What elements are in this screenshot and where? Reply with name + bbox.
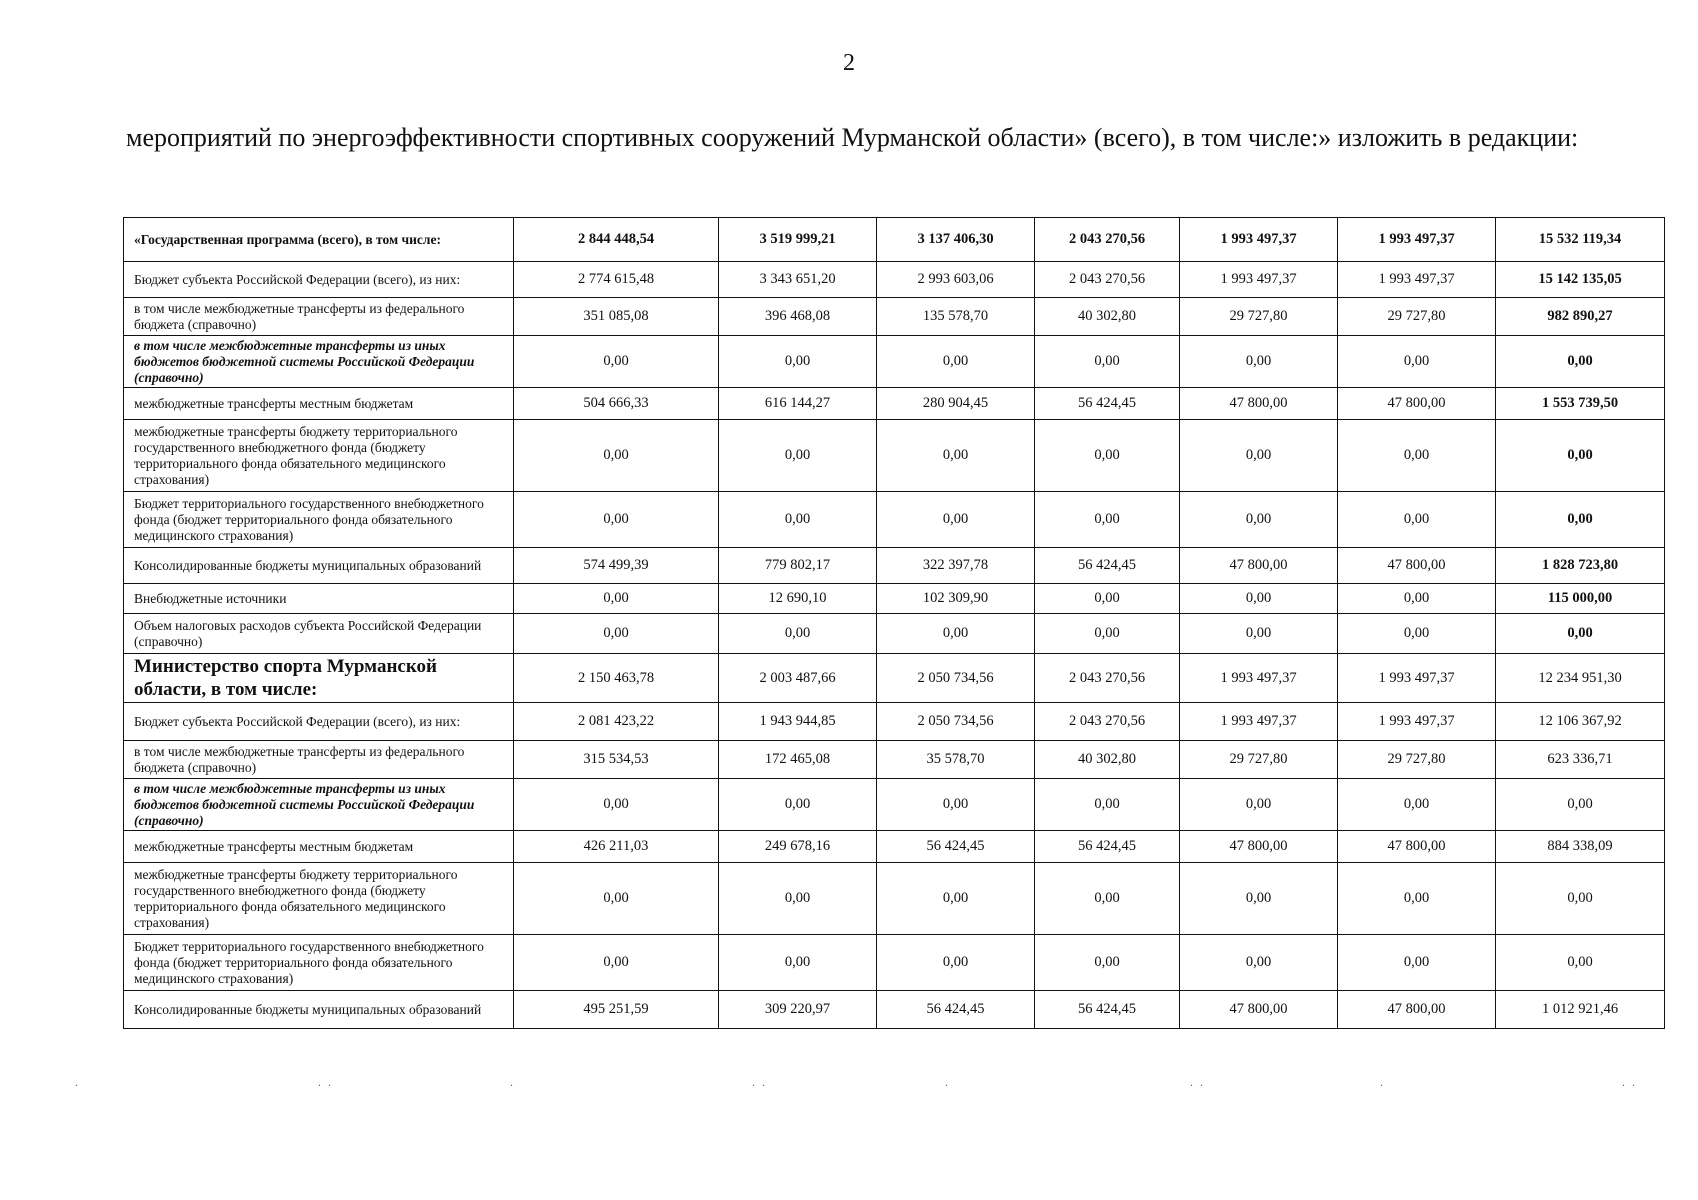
row-value-cell: 504 666,33 [514,388,719,420]
row-value-cell: 0,00 [1180,935,1338,991]
table-row [124,779,1665,831]
row-value-cell: 56 424,45 [877,991,1035,1029]
row-value-cell: 0,00 [719,779,877,831]
row-value-cell: 1 993 497,37 [1180,654,1338,703]
row-value-cell: 2 844 448,54 [514,218,719,262]
row-label: Консолидированные бюджеты муниципальных образований [124,548,514,584]
row-total-cell: 0,00 [1496,420,1665,492]
row-total-cell: 0,00 [1496,779,1665,831]
row-label: Объем налоговых расходов субъекта Российской Федерации (справочно) [124,614,514,654]
row-value-cell: 0,00 [1035,779,1180,831]
row-total-cell: 12 234 951,30 [1496,654,1665,703]
row-value-cell: 29 727,80 [1338,298,1496,336]
row-value-cell: 0,00 [514,492,719,548]
row-label: межбюджетные трансферты бюджету территориального государственного внебюджетного фонда (бюджету территориального фонда обязательного медицинского страхования) [124,863,514,935]
row-value-cell: 47 800,00 [1180,388,1338,420]
row-value-cell: 2 043 270,56 [1035,262,1180,298]
row-value-cell: 0,00 [719,420,877,492]
row-value-cell: 29 727,80 [1338,741,1496,779]
table-row [124,218,1665,262]
row-value-cell: 0,00 [1180,584,1338,614]
table-row [124,262,1665,298]
row-total-cell: 15 142 135,05 [1496,262,1665,298]
row-value-cell: 0,00 [514,779,719,831]
row-value-cell: 3 519 999,21 [719,218,877,262]
row-value-cell: 280 904,45 [877,388,1035,420]
row-total-cell: 982 890,27 [1496,298,1665,336]
row-value-cell: 0,00 [1035,336,1180,388]
row-value-cell: 56 424,45 [1035,388,1180,420]
table-row [124,991,1665,1029]
row-value-cell: 47 800,00 [1180,991,1338,1029]
row-value-cell: 1 993 497,37 [1338,218,1496,262]
row-label: Бюджет субъекта Российской Федерации (всего), из них: [124,262,514,298]
row-value-cell: 3 343 651,20 [719,262,877,298]
row-value-cell: 0,00 [719,492,877,548]
row-value-cell: 1 993 497,37 [1180,218,1338,262]
table-row [124,614,1665,654]
row-total-cell: 115 000,00 [1496,584,1665,614]
row-value-cell: 47 800,00 [1338,548,1496,584]
row-value-cell: 29 727,80 [1180,741,1338,779]
row-label: Консолидированные бюджеты муниципальных образований [124,991,514,1029]
row-total-cell: 0,00 [1496,863,1665,935]
row-value-cell: 40 302,80 [1035,298,1180,336]
row-value-cell: 351 085,08 [514,298,719,336]
budget-table [123,217,1665,1029]
row-total-cell: 1 553 739,50 [1496,388,1665,420]
row-value-cell: 47 800,00 [1180,831,1338,863]
row-total-cell: 0,00 [1496,336,1665,388]
row-value-cell: 0,00 [877,935,1035,991]
table-row [124,298,1665,336]
row-value-cell: 40 302,80 [1035,741,1180,779]
row-value-cell: 315 534,53 [514,741,719,779]
row-value-cell: 12 690,10 [719,584,877,614]
row-value-cell: 47 800,00 [1180,548,1338,584]
table-row [124,935,1665,991]
row-label: Бюджет территориального государственного внебюджетного фонда (бюджет территориального фонда обязательного медицинского страхования) [124,935,514,991]
table-row [124,420,1665,492]
row-value-cell: 2 043 270,56 [1035,654,1180,703]
scan-artifacts: . . . . . . . . . . . . [75,1075,1637,1089]
row-value-cell: 56 424,45 [1035,548,1180,584]
row-value-cell: 0,00 [1338,614,1496,654]
row-value-cell: 0,00 [1035,584,1180,614]
row-label: в том числе межбюджетные трансферты из иных бюджетов бюджетной системы Российской Федерации (справочно) [124,779,514,831]
row-value-cell: 2 050 734,56 [877,654,1035,703]
row-value-cell: 0,00 [1180,336,1338,388]
table-row [124,654,1665,703]
row-value-cell: 0,00 [1338,492,1496,548]
table-row [124,492,1665,548]
row-value-cell: 47 800,00 [1338,831,1496,863]
row-value-cell: 0,00 [877,420,1035,492]
row-value-cell: 56 424,45 [1035,991,1180,1029]
row-value-cell: 0,00 [1338,420,1496,492]
row-value-cell: 0,00 [1035,492,1180,548]
budget-table-body [124,218,1665,1029]
row-value-cell: 2 043 270,56 [1035,218,1180,262]
row-value-cell: 0,00 [719,336,877,388]
table-row [124,388,1665,420]
row-value-cell: 0,00 [1035,420,1180,492]
row-value-cell: 0,00 [1180,863,1338,935]
row-value-cell: 0,00 [1035,935,1180,991]
row-value-cell: 0,00 [719,935,877,991]
row-value-cell: 249 678,16 [719,831,877,863]
row-value-cell: 0,00 [877,614,1035,654]
row-total-cell: 0,00 [1496,614,1665,654]
row-value-cell: 0,00 [719,863,877,935]
row-value-cell: 0,00 [1338,336,1496,388]
table-row [124,548,1665,584]
row-value-cell: 1 993 497,37 [1180,703,1338,741]
row-value-cell: 29 727,80 [1180,298,1338,336]
table-row [124,336,1665,388]
table-row [124,703,1665,741]
row-value-cell: 3 137 406,30 [877,218,1035,262]
row-value-cell: 2 003 487,66 [719,654,877,703]
row-value-cell: 2 150 463,78 [514,654,719,703]
intro-paragraph: мероприятий по энергоэффективности спортивных сооружений Мурманской области» (всего), в том числе:» изложить в редакции: [126,123,1579,152]
row-value-cell: 779 802,17 [719,548,877,584]
row-value-cell: 56 424,45 [877,831,1035,863]
row-value-cell: 0,00 [514,935,719,991]
row-label: межбюджетные трансферты бюджету территориального государственного внебюджетного фонда (бюджету территориального фонда обязательного медицинского страхования) [124,420,514,492]
row-value-cell: 1 943 944,85 [719,703,877,741]
page-number: 2 [843,50,855,76]
row-total-cell: 12 106 367,92 [1496,703,1665,741]
row-label: в том числе межбюджетные трансферты из федерального бюджета (справочно) [124,298,514,336]
row-value-cell: 1 993 497,37 [1338,703,1496,741]
table-row [124,741,1665,779]
row-value-cell: 1 993 497,37 [1338,654,1496,703]
row-label: межбюджетные трансферты местным бюджетам [124,388,514,420]
row-total-cell: 623 336,71 [1496,741,1665,779]
table-row [124,863,1665,935]
row-value-cell: 135 578,70 [877,298,1035,336]
row-label: Бюджет субъекта Российской Федерации (всего), из них: [124,703,514,741]
row-label: Министерство спорта Мурманской области, в том числе: [124,654,514,703]
row-value-cell: 0,00 [514,863,719,935]
row-value-cell: 35 578,70 [877,741,1035,779]
row-value-cell: 2 050 734,56 [877,703,1035,741]
row-value-cell: 322 397,78 [877,548,1035,584]
row-label: Внебюджетные источники [124,584,514,614]
row-value-cell: 0,00 [1180,779,1338,831]
row-value-cell: 2 774 615,48 [514,262,719,298]
row-value-cell: 2 043 270,56 [1035,703,1180,741]
row-value-cell: 102 309,90 [877,584,1035,614]
row-value-cell: 309 220,97 [719,991,877,1029]
row-value-cell: 0,00 [514,614,719,654]
row-value-cell: 1 993 497,37 [1180,262,1338,298]
row-value-cell: 426 211,03 [514,831,719,863]
row-total-cell: 884 338,09 [1496,831,1665,863]
row-value-cell: 0,00 [1338,779,1496,831]
row-value-cell: 172 465,08 [719,741,877,779]
row-value-cell: 0,00 [1338,935,1496,991]
row-value-cell: 0,00 [877,492,1035,548]
row-total-cell: 0,00 [1496,492,1665,548]
row-label: «Государственная программа (всего), в том числе: [124,218,514,262]
row-value-cell: 0,00 [719,614,877,654]
row-value-cell: 0,00 [877,779,1035,831]
row-value-cell: 0,00 [1338,863,1496,935]
table-row [124,831,1665,863]
row-value-cell: 0,00 [514,420,719,492]
row-label: межбюджетные трансферты местным бюджетам [124,831,514,863]
row-value-cell: 0,00 [1338,584,1496,614]
row-value-cell: 0,00 [1180,492,1338,548]
row-label: Бюджет территориального государственного внебюджетного фонда (бюджет территориального фонда обязательного медицинского страхования) [124,492,514,548]
row-value-cell: 0,00 [1035,614,1180,654]
row-value-cell: 1 993 497,37 [1338,262,1496,298]
row-value-cell: 0,00 [514,584,719,614]
table-row [124,584,1665,614]
row-value-cell: 2 993 603,06 [877,262,1035,298]
row-value-cell: 574 499,39 [514,548,719,584]
row-value-cell: 0,00 [514,336,719,388]
row-value-cell: 2 081 423,22 [514,703,719,741]
row-total-cell: 0,00 [1496,935,1665,991]
row-total-cell: 1 828 723,80 [1496,548,1665,584]
row-label: в том числе межбюджетные трансферты из иных бюджетов бюджетной системы Российской Федерации (справочно) [124,336,514,388]
row-label: в том числе межбюджетные трансферты из федерального бюджета (справочно) [124,741,514,779]
row-value-cell: 0,00 [877,863,1035,935]
row-value-cell: 0,00 [1035,863,1180,935]
row-value-cell: 47 800,00 [1338,991,1496,1029]
row-value-cell: 0,00 [1180,420,1338,492]
row-value-cell: 0,00 [1180,614,1338,654]
row-value-cell: 56 424,45 [1035,831,1180,863]
row-total-cell: 1 012 921,46 [1496,991,1665,1029]
row-value-cell: 495 251,59 [514,991,719,1029]
row-total-cell: 15 532 119,34 [1496,218,1665,262]
row-value-cell: 0,00 [877,336,1035,388]
row-value-cell: 396 468,08 [719,298,877,336]
row-value-cell: 616 144,27 [719,388,877,420]
row-value-cell: 47 800,00 [1338,388,1496,420]
